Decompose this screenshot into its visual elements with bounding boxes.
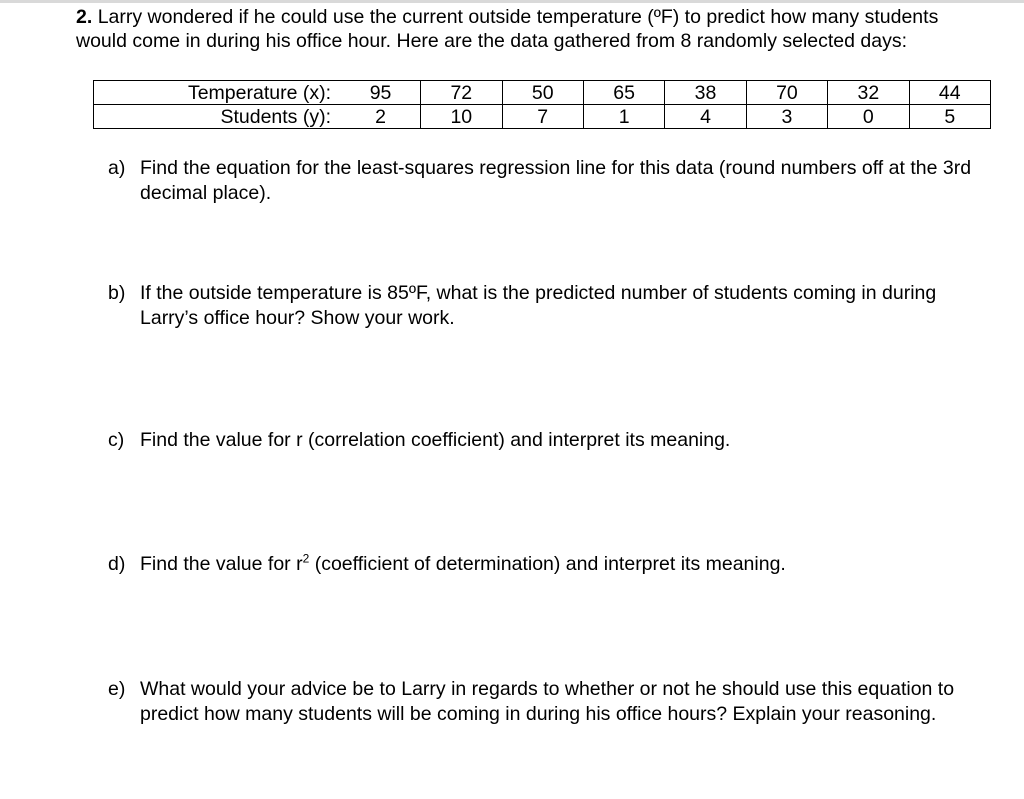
question-c-text: Find the value for r (correlation coefficient) and interpret its meaning. xyxy=(140,429,731,451)
temperature-cell: 38 xyxy=(665,81,746,105)
temperature-cell: 65 xyxy=(583,81,664,105)
question-d-superscript: 2 xyxy=(302,551,310,566)
question-c-letter: c) xyxy=(108,429,125,451)
temperature-row xyxy=(94,81,991,105)
problem-intro xyxy=(76,5,976,53)
problem-number: 2. xyxy=(76,6,93,28)
temperature-cell: 70 xyxy=(746,81,827,105)
students-cell: 0 xyxy=(828,105,909,129)
students-row xyxy=(94,105,991,129)
question-e xyxy=(108,677,978,727)
temperature-cell: 95 xyxy=(341,81,421,105)
temperature-cell: 72 xyxy=(421,81,502,105)
students-cell: 3 xyxy=(746,105,827,129)
temperature-cell: 32 xyxy=(828,81,909,105)
question-c xyxy=(108,428,978,453)
students-cell: 2 xyxy=(341,105,421,129)
question-b-letter: b) xyxy=(108,282,126,304)
students-cell: 5 xyxy=(909,105,990,129)
question-e-text: What would your advice be to Larry in regards to whether or not he should use this equation to predict how many students will be coming in during his office hours? Explain your reasoning. xyxy=(140,678,955,725)
problem-intro-text: Larry wondered if he could use the current outside temperature (ºF) to predict how many students would come in during his office hour. Here are the data gathered from 8 randomly selected days: xyxy=(76,6,939,52)
question-d-text-after: (coefficient of determination) and interpret its meaning. xyxy=(309,553,786,575)
question-d xyxy=(108,552,978,577)
data-table xyxy=(93,80,991,129)
temperature-label: Temperature (x): xyxy=(94,81,342,105)
question-d-text-before: Find the value for r xyxy=(140,553,303,575)
students-cell: 7 xyxy=(502,105,583,129)
students-cell: 10 xyxy=(421,105,502,129)
temperature-cell: 50 xyxy=(502,81,583,105)
students-cell: 4 xyxy=(665,105,746,129)
question-d-letter: d) xyxy=(108,553,126,575)
question-b-text: If the outside temperature is 85ºF, what is the predicted number of students coming in during Larry’s office hour? Show your work. xyxy=(140,282,937,329)
students-cell: 1 xyxy=(583,105,664,129)
question-a-text: Find the equation for the least-squares regression line for this data (round numbers off at the 3rd decimal place). xyxy=(140,157,972,204)
top-divider xyxy=(0,0,1024,3)
students-label: Students (y): xyxy=(94,105,342,129)
temperature-cell: 44 xyxy=(909,81,990,105)
question-a-letter: a) xyxy=(108,157,126,179)
question-e-letter: e) xyxy=(108,678,126,700)
question-d-text xyxy=(140,552,978,577)
question-b xyxy=(108,281,978,331)
question-a xyxy=(108,156,978,206)
